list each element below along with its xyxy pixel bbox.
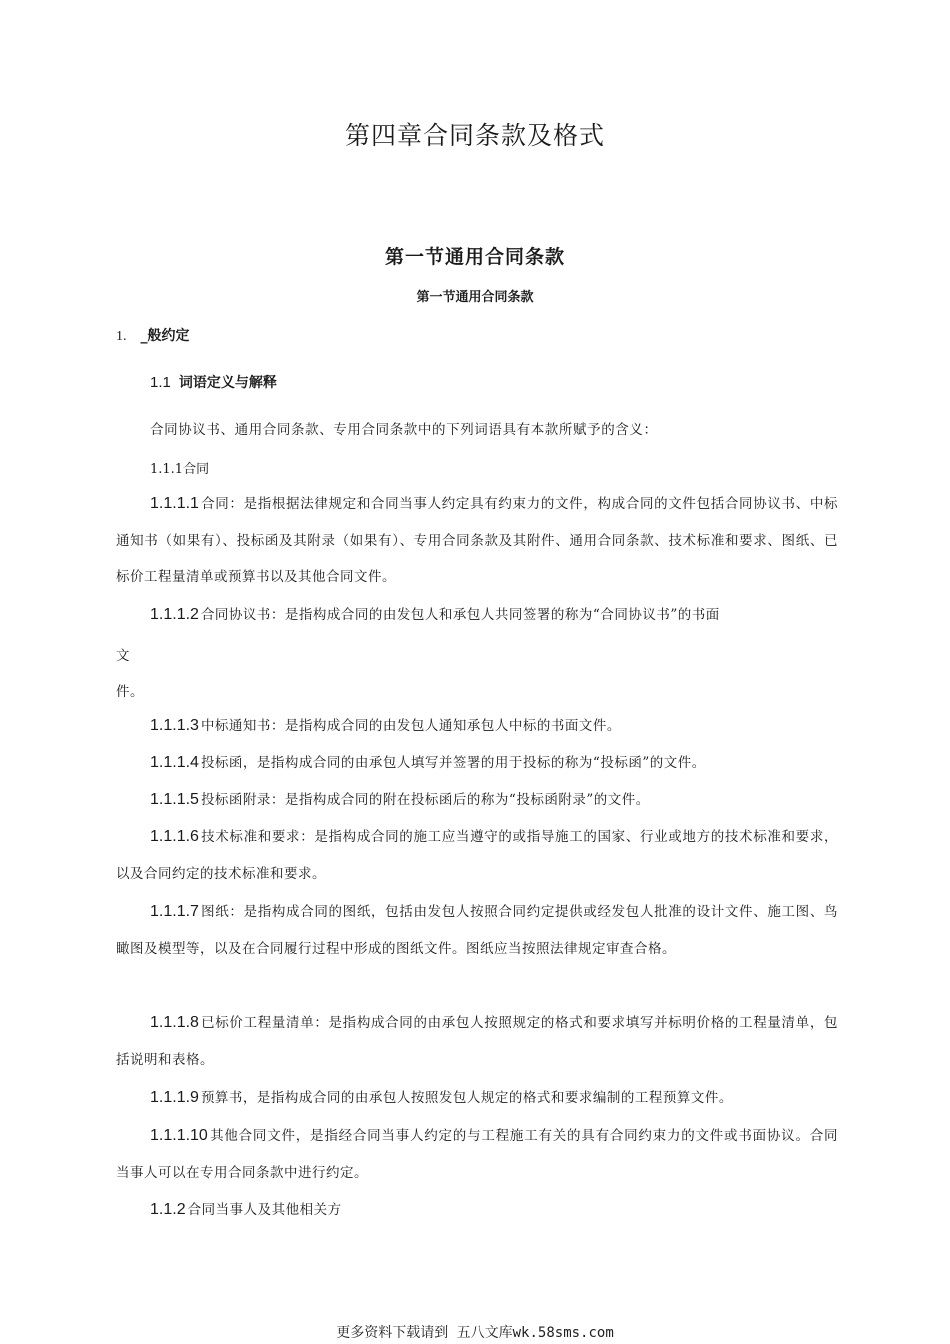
clause-text: 合同协议书：是指构成合同的由发包人和承包人共同签署的称为“合同协议书”的书面: [200, 607, 720, 623]
clause-number: 1.1.1.9: [150, 1089, 199, 1106]
clause-1-1-1-4: [116, 745, 838, 782]
clause-number: 1.1.1.3: [150, 717, 199, 734]
clause-number: 1.1.1.6: [150, 828, 199, 845]
heading-text: _般约定: [140, 328, 190, 344]
clause-1-1-1-10: [116, 1118, 838, 1191]
section-title: 第一节通用合同条款: [384, 246, 565, 268]
section-subtitle: 第一节通用合同条款: [416, 290, 534, 305]
clause-text: 其他合同文件，是指经合同当事人约定的与工程施工有关的具有合同约束力的文件或书面协议。合同当事人可以在专用合同条款中进行约定。: [116, 1128, 838, 1181]
clause-number: 1.1.1.1: [150, 495, 199, 512]
clause-text: 已标价工程量清单：是指构成合同的由承包人按照规定的格式和要求填写并标明价格的工程量清单，包括说明和表格。: [116, 1015, 838, 1068]
clause-1-1-2: [116, 1192, 838, 1229]
heading-number: 1.: [116, 329, 127, 344]
clause-text: 合同：是指根据法律规定和合同当事人约定具有约束力的文件，构成合同的文件包括合同协议书、中标通知书（如果有）、投标函及其附录（如果有）、专用合同条款及其附件、通用合同条款、技术标准和要求、图纸、已标价工程量清单或预算书以及其他合同文件。: [116, 496, 838, 585]
clause-1-1-1-2-tail: 文: [116, 648, 130, 664]
heading-number: 1.1: [150, 374, 171, 391]
sub-heading-contract: 1.1.1合同: [150, 462, 210, 477]
clause-1-1-1-3: [116, 708, 838, 745]
clause-number: 1.1.1.7: [150, 903, 199, 920]
clause-1-1-1-1: [116, 486, 838, 596]
clause-number: 1.1.1.2: [150, 606, 199, 623]
clause-1-1-1-8: [116, 1005, 838, 1078]
clause-text: 中标通知书：是指构成合同的由发包人通知承包人中标的书面文件。: [200, 718, 621, 734]
clause-text: 合同当事人及其他相关方: [187, 1202, 342, 1218]
chapter-title: 第四章合同条款及格式: [344, 121, 605, 150]
footer-download-link[interactable]: 更多资料下载请到 五八文库wk.58sms.com: [336, 1325, 614, 1341]
clause-text: 投标函附录：是指构成合同的附在投标函后的称为“投标函附录”的文件。: [200, 792, 650, 808]
clause-1-1-1-5: [116, 782, 838, 819]
intro-paragraph: 合同协议书、通用合同条款、专用合同条款中的下列词语具有本款所赋予的含义：: [150, 422, 658, 438]
clause-1-1-1-2-tail: 件。: [116, 684, 144, 700]
clause-1-1-1-2: [116, 597, 838, 634]
clause-number: 1.1.1.10: [150, 1127, 208, 1144]
clause-number: 1.1.1.5: [150, 791, 199, 808]
clause-number: 1.1.1.8: [150, 1014, 199, 1031]
clause-1-1-1-6: [116, 819, 838, 892]
heading-general-provisions: [116, 325, 190, 345]
clause-text: 图纸：是指构成合同的图纸，包括由发包人按照合同约定提供或经发包人批准的设计文件、施工图、鸟瞰图及模型等，以及在合同履行过程中形成的图纸文件。图纸应当按照法律规定审查合格。: [116, 904, 838, 957]
heading-definitions: [150, 372, 277, 392]
clause-1-1-1-9: [116, 1080, 838, 1117]
clause-text: 预算书，是指构成合同的由承包人按照发包人规定的格式和要求编制的工程预算文件。: [200, 1090, 733, 1106]
clause-text: 技术标准和要求：是指构成合同的施工应当遵守的或指导施工的国家、行业或地方的技术标准和要求，以及合同约定的技术标准和要求。: [116, 829, 838, 882]
clause-text: 投标函，是指构成合同的由承包人填写并签署的用于投标的称为“投标函”的文件。: [200, 755, 706, 771]
clause-1-1-1-7: [116, 894, 838, 967]
heading-text: 词语定义与解释: [178, 375, 277, 391]
clause-number: 1.1.1.4: [150, 754, 199, 771]
clause-number: 1.1.2: [150, 1201, 186, 1218]
